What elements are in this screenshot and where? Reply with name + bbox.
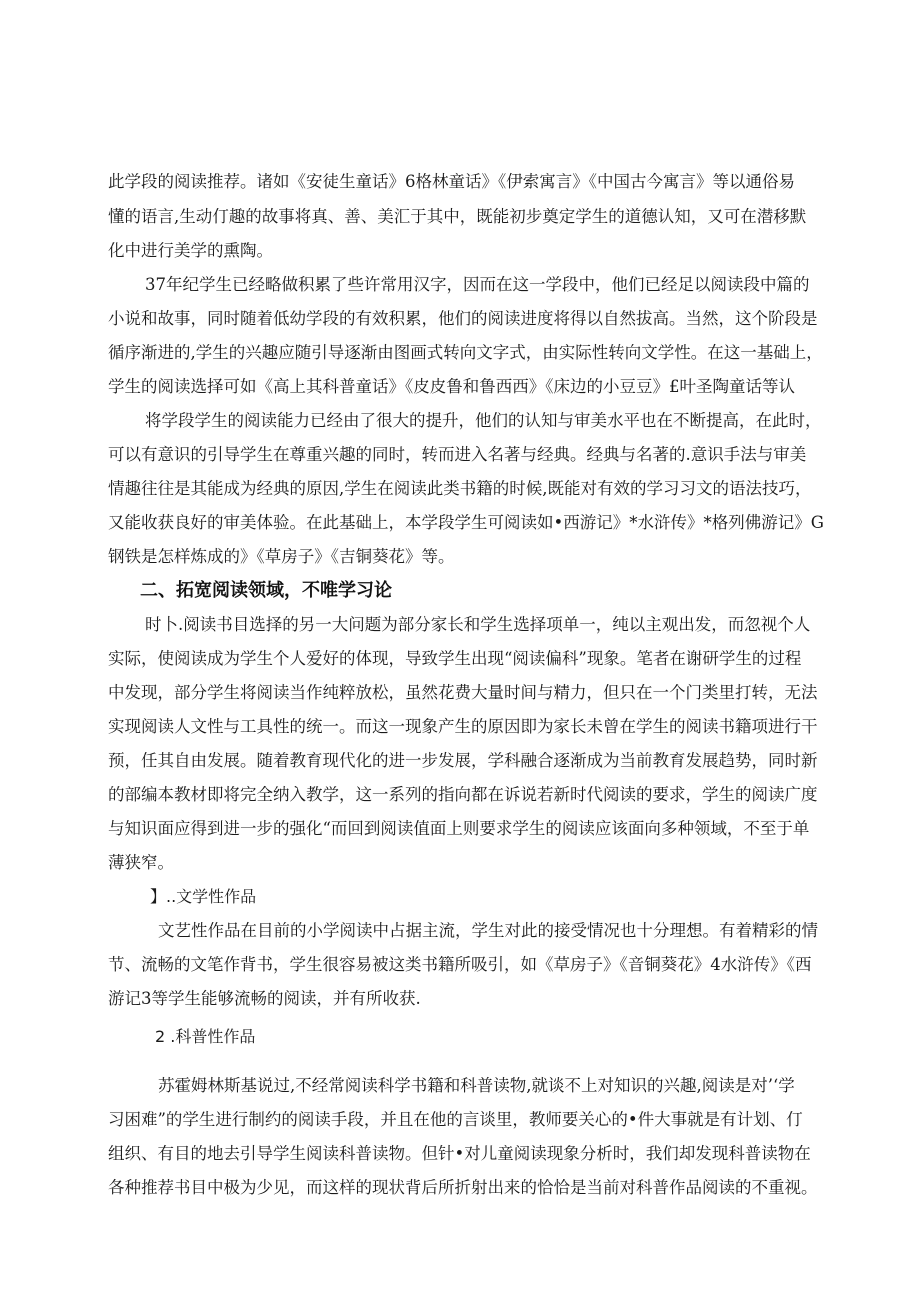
text-line: 实现阅读人文性与工具性的统一。而这一现象产生的原因即为家长未曾在学生的阅读书籍项进行干 [108,717,818,736]
text-line: 37年纪学生已经略做积累了些许常用汉字，因而在这一学段中，他们已经足以阅读段中篇的 [145,275,810,294]
section-heading: 二、拓宽阅读领域，不唯学习论 [140,580,392,601]
text-line: 又能收获良好的审美体验。在此基础上，本学段学生可阅读如•西游记》*水浒传》*格列佛游记》G [108,513,824,532]
text-line: 情趣往往是其能成为经典的原因,学生在阅读此类书籍的时候,既能对有效的学习习文的语法技巧， [108,479,812,498]
text-line: 组织、有目的地去引导学生阅读科普读物。但针•对儿童阅读现象分析时，我们却发现科普读物在 [108,1144,811,1163]
text-line: 钢铁是怎样炼成的》《草房子》《吉铜葵花》等。 [108,547,455,566]
text-line: 小说和故事，同时随着低幼学段的有效积累，他们的阅读进度将得以自然拔高。当然，这个阶段是 [108,309,818,328]
text-line: 文艺性作品在目前的小学阅读中占据主流，学生对此的接受情况也十分理想。有着精彩的情 [158,921,818,940]
text-line: 懂的语言,生动仃趣的故事将真、善、美汇于其中，既能初步奠定学生的道德认知，又可在潜移默 [108,207,807,226]
subsection-heading: 2 .科普性作品 [155,1027,256,1046]
text-line: 各种推荐书目中极为少见，而这样的现状背后所折射出来的恰恰是当前对科普作品阅读的不重视。 [108,1178,818,1197]
text-line: 将学段学生的阅读能力已经由了很大的提升，他们的认知与审美水平也在不断提高，在此时， [145,411,822,430]
text-line: 游记3等学生能够流畅的阅读，并有所收获. [108,989,421,1008]
subsection-heading: 】..文学性作品 [150,887,257,906]
text-line: 此学段的阅读推荐。诸如《安徒生童话》6格林童话》《伊索寓言》《中国古今寓言》等以通俗易 [108,172,795,191]
text-line: 中发现，部分学生将阅读当作纯粹放松，虽然花费大量时间与精力，但只在一个门类里打转，无法 [108,683,818,702]
text-line: 的部编本教材即将完全纳入教学，这一系列的指向都在诉说若新时代阅读的要求，学生的阅读广度 [108,785,818,804]
text-line: 节、流畅的文笔作背书，学生很容易被这类书籍所吸引，如《草房子》《音铜葵花》4水浒传》《西 [108,955,812,974]
text-line: 循序渐进的,学生的兴趣应随引导逐渐由图画式转向文字式，由实际性转向文学性。在这一基础上， [108,343,823,362]
text-line: 薄狭窄。 [108,853,174,872]
text-line: 化中进行美学的熏陶。 [108,241,273,260]
text-line: 苏霍姆林斯基说过,不经常阅读科学书籍和科普读物,就谈不上对知识的兴趣,阅读是对’‘学 [158,1076,795,1095]
text-line: 时卜.阅读书目选择的另一大问题为部分家长和学生选择项单一，纯以主观出发，而忽视个人 [145,615,811,634]
text-line: 学生的阅读选择可如《高上其科普童话》《皮皮鲁和鲁西西》《床边的小豆豆》£叶圣陶童话等认 [108,377,795,396]
text-line: 实际，使阅读成为学生个人爱好的体现，导致学生出现“阅读偏科”现象。笔者在谢研学生的过程 [108,649,802,668]
text-line: 习困难”的学生进行制约的阅读手段，并且在他的言谈里，教师要关心的•件大事就是有计划、仃 [108,1110,803,1129]
text-line: 预，任其自由发展。随着教育现代化的进一步发展，学科融合逐渐成为当前教育发展趋势，同时新 [108,751,818,770]
text-line: 可以有意识的引导学生在尊重兴趣的同时，转而进入名著与经典。经典与名著的.意识手法与审美 [108,445,807,464]
text-line: 与知识面应得到进一步的强化“而回到阅读值面上则要求学生的阅读应该面向多种领域，不至于单 [108,819,810,838]
